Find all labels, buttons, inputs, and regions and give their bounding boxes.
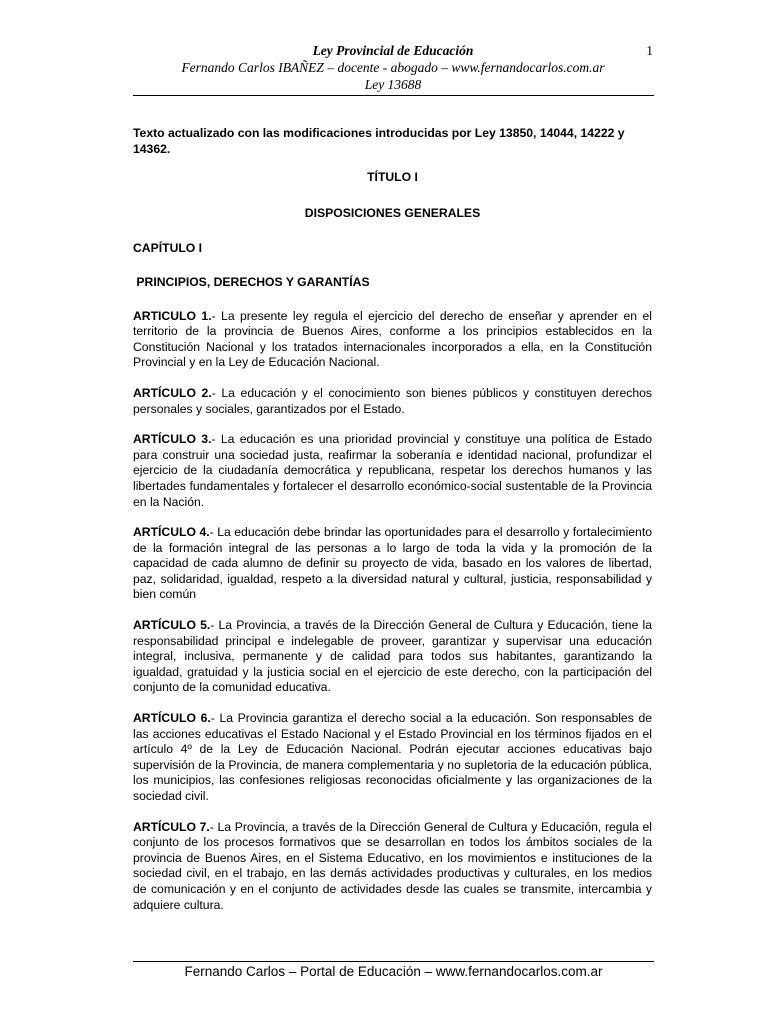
article-text: - La educación es una prioridad provincial y constituye una política de Estado para construir una sociedad justa, reafirmar la soberanía e identidad nacional, profundizar el ejercicio de la ciudadanía democrática y republicana, respetar los derechos humanos y las libertades fundamentales y fortalecer el desarrollo económico-social sustentable de la Provincia en la Nación. bbox=[133, 432, 652, 509]
capitulo-heading: CAPÍTULO I bbox=[133, 241, 203, 256]
page-number: 1 bbox=[646, 43, 653, 58]
document-title: Ley Provincial de Educación bbox=[312, 43, 474, 58]
article-3 bbox=[133, 432, 652, 510]
article-text: - La educación debe brindar las oportunidades para el desarrollo y fortalecimiento de la formación integral de las personas a lo largo de toda la vida y la promoción de la capacidad de cada alumno de definir su proyecto de vida, basado en los valores de libertad, paz, solidaridad, igualdad, respeto a la diversidad natural y cultural, justicia, responsabilidad y bien común bbox=[133, 525, 652, 602]
article-label: ARTÍCULO 3. bbox=[133, 432, 212, 447]
page-header bbox=[133, 42, 653, 93]
article-1 bbox=[133, 309, 652, 371]
footer-divider bbox=[133, 961, 654, 962]
article-label: ARTÍCULO 2. bbox=[133, 385, 212, 400]
author-line: Fernando Carlos IBAÑEZ – docente - abogado – www.fernandocarlos.com.ar bbox=[181, 60, 605, 75]
document-body bbox=[133, 126, 652, 928]
header-divider bbox=[133, 95, 654, 96]
article-text: - La Provincia, a través de la Dirección General de Cultura y Educación, tiene la responsabilidad principal e indelegable de proveer, garantizar y supervisar una educación integral, inclusiva, permanente y de calidad para todos sus habitantes, garantizando la igualdad, gratuidad y la justicia social en el ejercicio de este derecho, con la participación del conjunto de la comunidad educativa. bbox=[133, 618, 652, 695]
article-text: - La Provincia, a través de la Dirección General de Cultura y Educación, regula el conjunto de los procesos formativos que se desarrollan en todos los ámbitos sociales de la provincia de Buenos Aires, en el Sistema Educativo, en los movimientos e instituciones de la sociedad civil, en el trabajo, en las demás actividades productivas y culturales, en los medios de comunicación y en el conjunto de actividades desde las cuales se transmite, intercambia y adquiere cultura. bbox=[133, 819, 652, 912]
article-text: - La presente ley regula el ejercicio del derecho de enseñar y aprender en el territorio de la provincia de Buenos Aires, conforme a los principios establecidos en la Constitución Nacional y los tratados internacionales incorporados a ella, en la Constitución Provincial y en la Ley de Educación Nacional. bbox=[133, 308, 652, 370]
article-2 bbox=[133, 386, 652, 417]
article-label: ARTÍCULO 6. bbox=[133, 711, 211, 726]
article-label: ARTICULO 1. bbox=[133, 308, 212, 323]
article-4 bbox=[133, 525, 652, 603]
article-7 bbox=[133, 820, 652, 914]
page-footer: Fernando Carlos – Portal de Educación – www.fernandocarlos.com.ar bbox=[184, 964, 603, 979]
article-label: ARTÍCULO 5. bbox=[133, 618, 211, 633]
article-6 bbox=[133, 711, 652, 805]
law-number: Ley 13688 bbox=[364, 77, 422, 92]
article-5 bbox=[133, 618, 652, 696]
article-label: ARTÍCULO 4. bbox=[133, 525, 210, 540]
article-text: - La Provincia garantiza el derecho social a la educación. Son responsables de las acciones educativas el Estado Nacional y el Estado Provincial en los términos fijados en el artículo 4º de la Ley de Educación Nacional. Podrán ejecutar acciones educativas bajo supervisión de la Provincia, de manera complementaria y no supletoria de la educación pública, los municipios, las confesiones religiosas reconocidas oficialmente y las organizaciones de la sociedad civil. bbox=[133, 711, 652, 803]
article-label: ARTÍCULO 7. bbox=[133, 819, 210, 834]
titulo-heading: TÍTULO I bbox=[367, 170, 418, 185]
article-text: - La educación y el conocimiento son bienes públicos y constituyen derechos personales y sociales, garantizados por el Estado. bbox=[133, 385, 653, 416]
intro-note: Texto actualizado con las modificaciones introducidas por Ley 13850, 14044, 14222 y 14362. bbox=[133, 126, 625, 156]
disposiciones-heading: DISPOSICIONES GENERALES bbox=[304, 205, 481, 220]
principios-heading: PRINCIPIOS, DERECHOS Y GARANTÍAS bbox=[133, 274, 370, 289]
